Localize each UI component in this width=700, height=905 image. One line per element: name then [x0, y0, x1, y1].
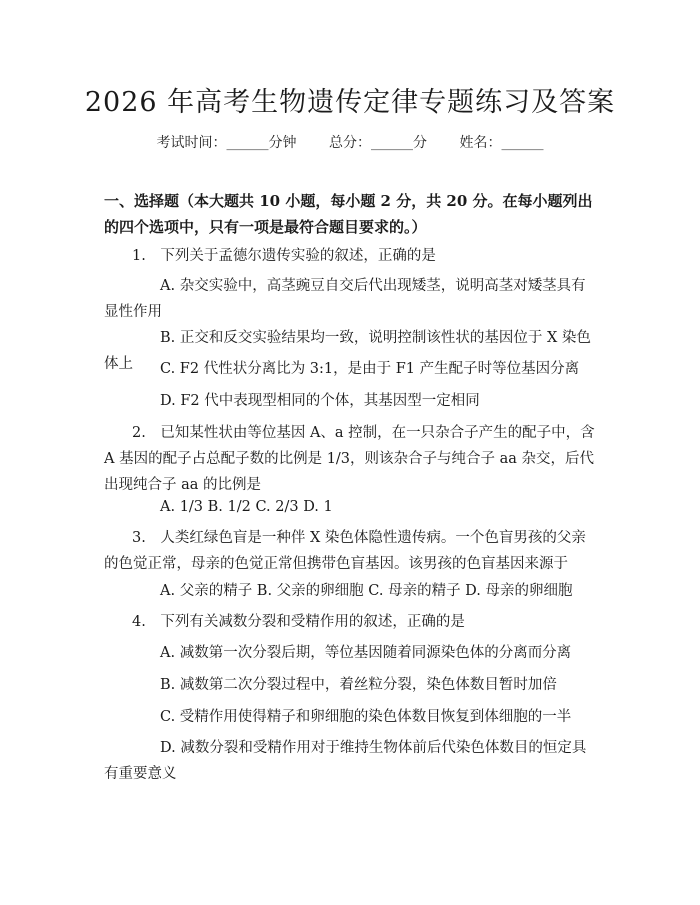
question-4-option-c: C. 受精作用使得精子和卵细胞的染色体数目恢复到体细胞的一半 — [160, 709, 572, 725]
total-score-field: 总分：______分 — [329, 135, 427, 151]
question-2-options: A. 1/3 B. 1/2 C. 2/3 D. 1 — [160, 499, 333, 515]
question-1-option-b: B. 正交和反交实验结果均一致，说明控制该性状的基因位于 X 染色体上 — [104, 330, 591, 372]
question-3-options: A. 父亲的精子 B. 父亲的卵细胞 C. 母亲的精子 D. 母亲的卵细胞 — [160, 583, 573, 599]
question-4-option-a: A. 减数第一次分裂后期，等位基因随着同源染色体的分离而分离 — [160, 645, 572, 661]
student-name-field: 姓名：______ — [459, 135, 544, 151]
question-1-option-a: A. 杂交实验中，高茎豌豆自交后代出现矮茎，说明高茎对矮茎具有显性作用 — [104, 278, 586, 320]
question-1-stem: 1. 下列关于孟德尔遗传实验的叙述，正确的是 — [132, 248, 436, 264]
question-1-option-c: C. F2 代性状分离比为 3:1，是由于 F1 产生配子时等位基因分离 — [160, 361, 580, 377]
question-2-stem: 2. 已知某性状由等位基因 A、a 控制，在一只杂合子产生的配子中，含 A 基因的配子占总配子数的比例是 1/3，则该杂合子与纯合子 aa 杂交，后代出现纯合子 aa 的比例是 — [104, 425, 595, 493]
exam-time-field: 考试时间：______分钟 — [156, 135, 297, 151]
question-1-option-d: D. F2 代中表现型相同的个体，其基因型一定相同 — [160, 393, 480, 409]
page-title: 2026 年高考生物遗传定律专题练习及答案 — [84, 87, 616, 118]
section-heading: 一、选择题（本大题共 10 小题，每小题 2 分，共 20 分。在每小题列出的四个选项中，只有一项是最符合题目要求的。） — [104, 192, 593, 236]
question-4-option-b: B. 减数第二次分裂过程中，着丝粒分裂，染色体数目暂时加倍 — [160, 677, 557, 693]
question-3-stem: 3. 人类红绿色盲是一种伴 X 染色体隐性遗传病。一个色盲男孩的父亲的色觉正常，母亲的色觉正常但携带色盲基因。该男孩的色盲基因来源于 — [104, 530, 586, 572]
exam-info — [0, 132, 700, 152]
question-4-stem: 4. 下列有关减数分裂和受精作用的叙述，正确的是 — [132, 614, 465, 630]
question-4-option-d: D. 减数分裂和受精作用对于维持生物体前后代染色体数目的恒定具有重要意义 — [104, 740, 587, 782]
